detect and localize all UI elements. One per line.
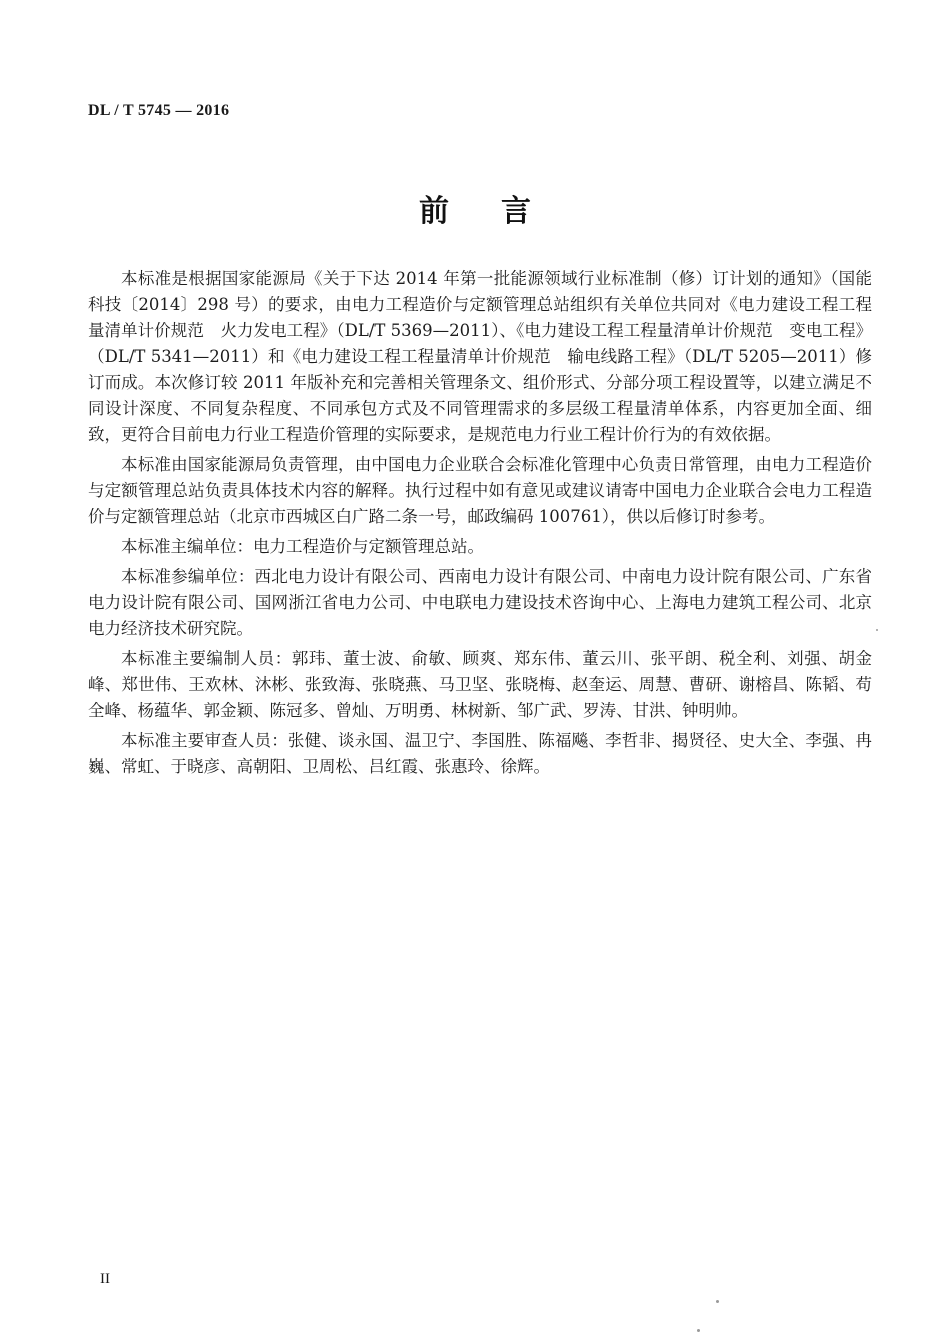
scan-speck [697, 1329, 700, 1332]
paragraph-participating-units: 本标准参编单位：西北电力设计有限公司、西南电力设计有限公司、中南电力设计院有限公司、广东省电力设计院有限公司、国网浙江省电力公司、中电联电力建设技术咨询中心、上海电力建筑工程公司、北京电力经济技术研究院。 [88, 567, 872, 638]
foreword-body [88, 266, 872, 784]
page-number: II [100, 1271, 110, 1287]
paragraph-origin: 本标准是根据国家能源局《关于下达 2014 年第一批能源领域行业标准制（修）订计划的通知》（国能科技〔2014〕298 号）的要求，由电力工程造价与定额管理总站组织有关单位共同对《电力建设工程工程量清单计价规范 火力发电工程》（DL/T 5369—2011）、《电力建设工程工程量清单计价规范 变电工程》（DL/T 5341—2011）和《电力建设工程工程量清单计价规范 输电线路工程》（DL/T 5205—2011）修订而成。本次修订较 2011 年版补充和完善相关管理条文、组价形式、分部分项工程设置等，以建立满足不同设计深度、不同复杂程度、不同承包方式及不同管理需求的多层级工程量清单体系，内容更加全面、细致，更符合目前电力行业工程造价管理的实际要求，是规范电力行业工程计价行为的有效依据。 [88, 269, 872, 444]
scan-speck [876, 629, 878, 631]
scan-speck [716, 1300, 719, 1303]
paragraph-reviewers: 本标准主要审查人员：张健、谈永国、温卫宁、李国胜、陈福飚、李哲非、揭贤径、史大全、李强、冉巍、常虹、于晓彦、高朝阳、卫周松、吕红霞、张惠玲、徐辉。 [88, 731, 872, 776]
paragraph-management: 本标准由国家能源局负责管理，由中国电力企业联合会标准化管理中心负责日常管理，由电力工程造价与定额管理总站负责具体技术内容的解释。执行过程中如有意见或建议请寄中国电力企业联合会电力工程造价与定额管理总站（北京市西城区白广路二条一号，邮政编码 100761），供以后修订时参考。 [88, 455, 872, 526]
standard-code: DL / T 5745 — 2016 [88, 102, 230, 119]
page-title: 前言 [419, 194, 583, 229]
paragraph-chief-editor: 本标准主编单位：电力工程造价与定额管理总站。 [121, 537, 484, 556]
paragraph-drafters: 本标准主要编制人员：郭玮、董士波、俞敏、顾爽、郑东伟、董云川、张平朗、税全利、刘强、胡金峰、郑世伟、王欢林、沐彬、张致海、张晓燕、马卫坚、张晓梅、赵奎运、周慧、曹研、谢榕昌、陈韬、苟全峰、杨蕴华、郭金颖、陈冠多、曾灿、万明勇、林树新、邹广武、罗涛、甘洪、钟明帅。 [88, 649, 872, 720]
